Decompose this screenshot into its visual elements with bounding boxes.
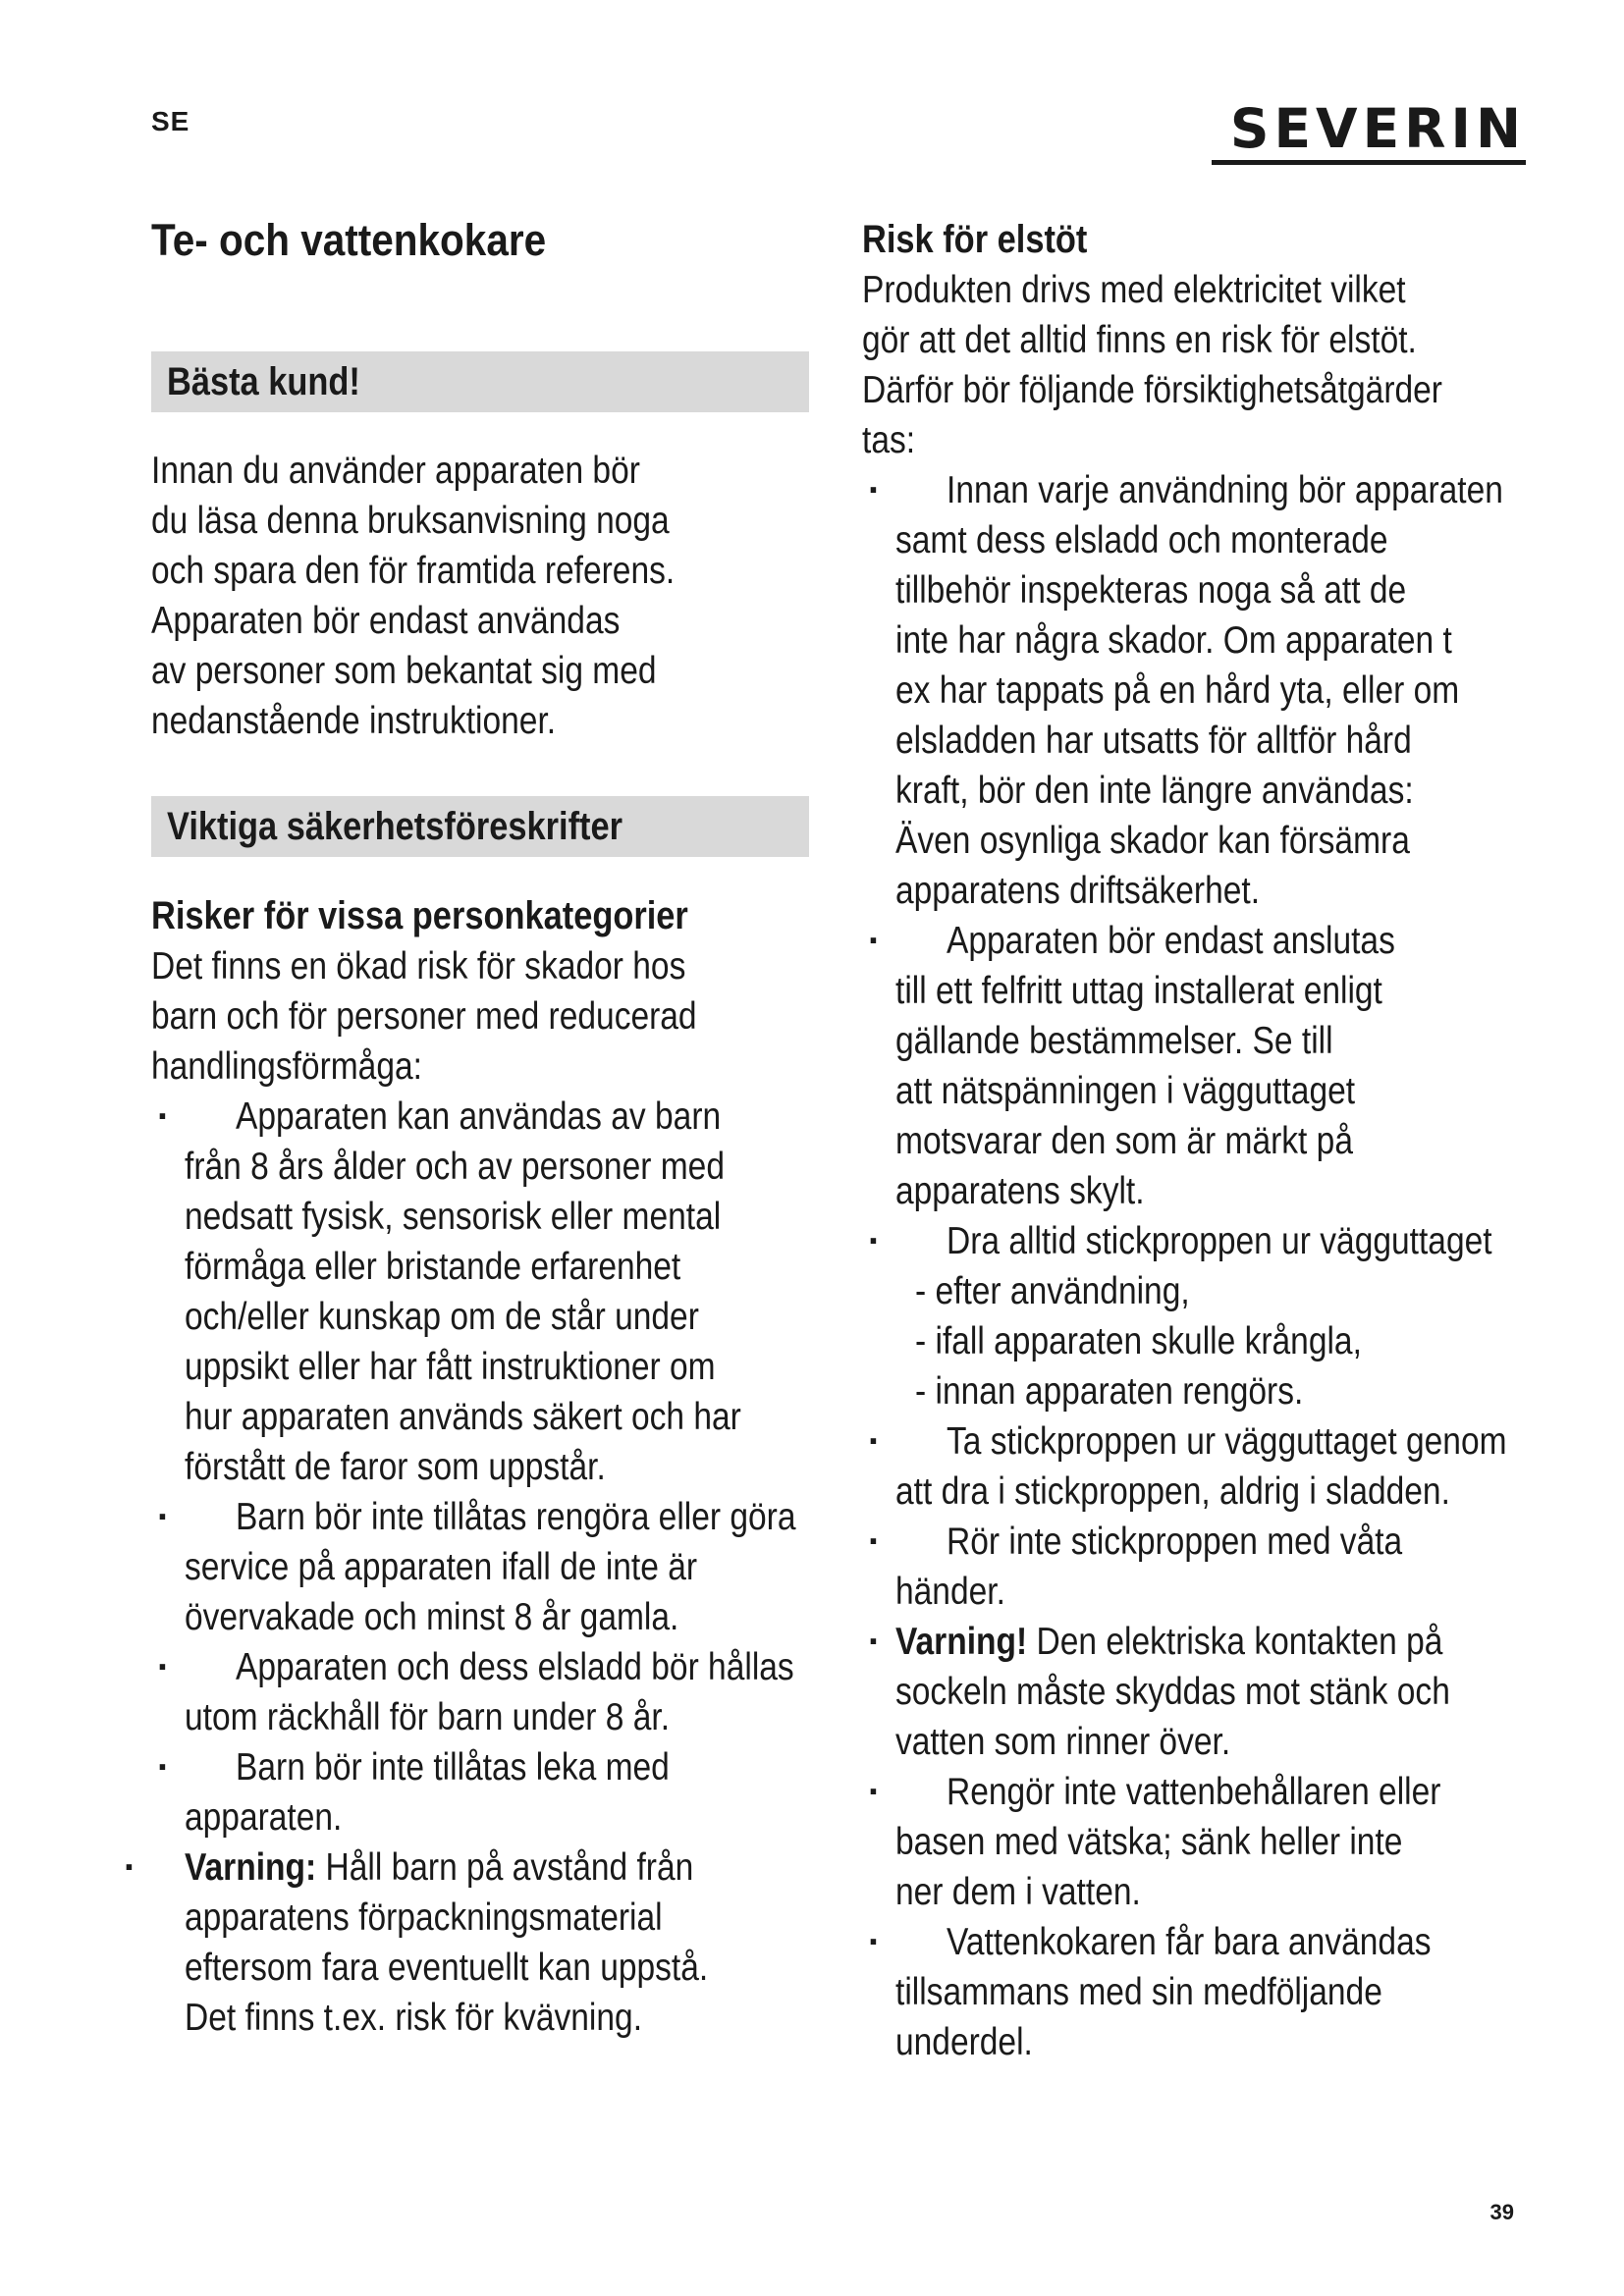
- page-title: Te- och vattenkokare: [151, 215, 547, 265]
- bullet-item: · Dra alltid stickproppen ur vägguttaget: [862, 1216, 1574, 1266]
- text-line: av personer som bekantat sig med: [151, 650, 657, 692]
- bullet-dot: ·: [868, 1921, 881, 1963]
- bullet-item: · Apparaten och dess elsladd bör hållas utom räckhåll för barn under 8 år.: [151, 1642, 809, 1742]
- warning-label: Varning!: [895, 1621, 1028, 1663]
- electric-shock-intro: Produkten drivs med elektricitet vilket gör att det alltid finns en risk för elstöt. Därför bör följande försiktighetsåtgärder tas:: [862, 269, 1442, 461]
- bullet-dot: ·: [157, 1095, 170, 1138]
- bullet-dot: ·: [868, 1771, 881, 1813]
- electric-shock-heading: Risk för elstöt: [862, 218, 1088, 261]
- bullet-dot: ·: [124, 1846, 136, 1889]
- brand-name: SEVERIN: [1229, 97, 1526, 160]
- bullet-dot: ·: [157, 1496, 170, 1538]
- bullet-dot: ·: [868, 920, 881, 962]
- bullet-item: · Apparaten bör endast anslutas till ett felfritt uttag installerat enligt gällande bestämmelser. Se till att nätspänningen i vägguttaget motsvarar den som är märkt på apparatens skylt.: [862, 916, 1574, 1216]
- bullet-dot: ·: [157, 1746, 170, 1789]
- dash-item: - ifall apparaten skulle krångla,: [915, 1320, 1362, 1362]
- text-line: du läsa denna bruksanvisning noga: [151, 500, 670, 542]
- bullet-item: · Vattenkokaren får bara användas tillsammans med sin medföljande underdel.: [862, 1917, 1574, 2067]
- bullet-item: · Barn bör inte tillåtas rengöra eller göra service på apparaten ifall de inte är övervakade och minst 8 år gamla.: [151, 1492, 809, 1642]
- brand-underline: [1212, 160, 1526, 165]
- safety-heading: Viktiga säkerhetsföreskrifter: [151, 796, 809, 857]
- bullet-item: · Rengör inte vattenbehållaren eller basen med vätska; sänk heller inte ner dem i vatten.: [862, 1767, 1574, 1917]
- bullet-dot: ·: [868, 1220, 881, 1262]
- greeting-heading: Bästa kund!: [151, 351, 809, 412]
- bullet-item: · Innan varje användning bör apparaten samt dess elsladd och monterade tillbehör inspekteras noga så att de inte har några skador. Om apparaten t ex har tappats på en hård yta, eller om elsladden har utsatts för alltför hård kraft, bör den inte längre användas: Även osynliga skador kan försämra apparatens driftsäkerhet.: [862, 465, 1574, 916]
- dash-item: - efter användning,: [915, 1270, 1190, 1312]
- risk-intro: [151, 941, 809, 1092]
- bullet-item: · Ta stickproppen ur vägguttaget genom att dra i stickproppen, aldrig i sladden.: [862, 1416, 1574, 1517]
- bullet-dot: ·: [868, 1420, 881, 1463]
- bullet-item: · Barn bör inte tillåtas leka med apparaten.: [151, 1742, 809, 1842]
- warning-item: · Varning! Den elektriska kontakten på sockeln måste skyddas mot stänk och vatten som rinner över.: [862, 1617, 1574, 1767]
- bullet-item: · Apparaten kan användas av barn från 8 års ålder och av personer med nedsatt fysisk, sensorisk eller mental förmåga eller bristande erfarenhet och/eller kunskap om de står under uppsikt eller har fått instruktioner om hur apparaten används säkert och har förstått de faror som uppstår.: [151, 1092, 809, 1492]
- text-line: Det finns en ökad risk för skador hos: [151, 945, 686, 988]
- bullet-item: · Rör inte stickproppen med våta händer.: [862, 1517, 1574, 1617]
- bullet-dot: ·: [868, 1621, 881, 1663]
- text-line: nedanstående instruktioner.: [151, 700, 557, 742]
- bullet-dot: ·: [157, 1646, 170, 1688]
- text-line: Innan du använder apparaten bör: [151, 450, 640, 492]
- risk-heading: Risker för vissa personkategorier: [151, 894, 688, 937]
- page-number: 39: [1489, 2200, 1514, 2224]
- left-column: [124, 214, 809, 2043]
- text-line: och spara den för framtida referens.: [151, 550, 676, 592]
- intro-paragraph: [151, 446, 809, 746]
- bullet-dot: ·: [868, 1521, 881, 1563]
- dash-item: - innan apparaten rengörs.: [915, 1370, 1304, 1413]
- warning-item: · Varning: Håll barn på avstånd från apparatens förpackningsmaterial eftersom fara eventuellt kan uppstå. Det finns t.ex. risk för kvävning.: [118, 1842, 809, 2043]
- text-line: Apparaten bör endast användas: [151, 600, 621, 642]
- text-line: handlingsförmåga:: [151, 1045, 422, 1088]
- warning-label: Varning:: [185, 1846, 317, 1889]
- brand-logo: [1212, 97, 1526, 165]
- bullet-dot: ·: [868, 469, 881, 511]
- right-column: [862, 214, 1574, 2067]
- text-line: barn och för personer med reducerad: [151, 995, 697, 1038]
- language-code: SE: [151, 106, 190, 136]
